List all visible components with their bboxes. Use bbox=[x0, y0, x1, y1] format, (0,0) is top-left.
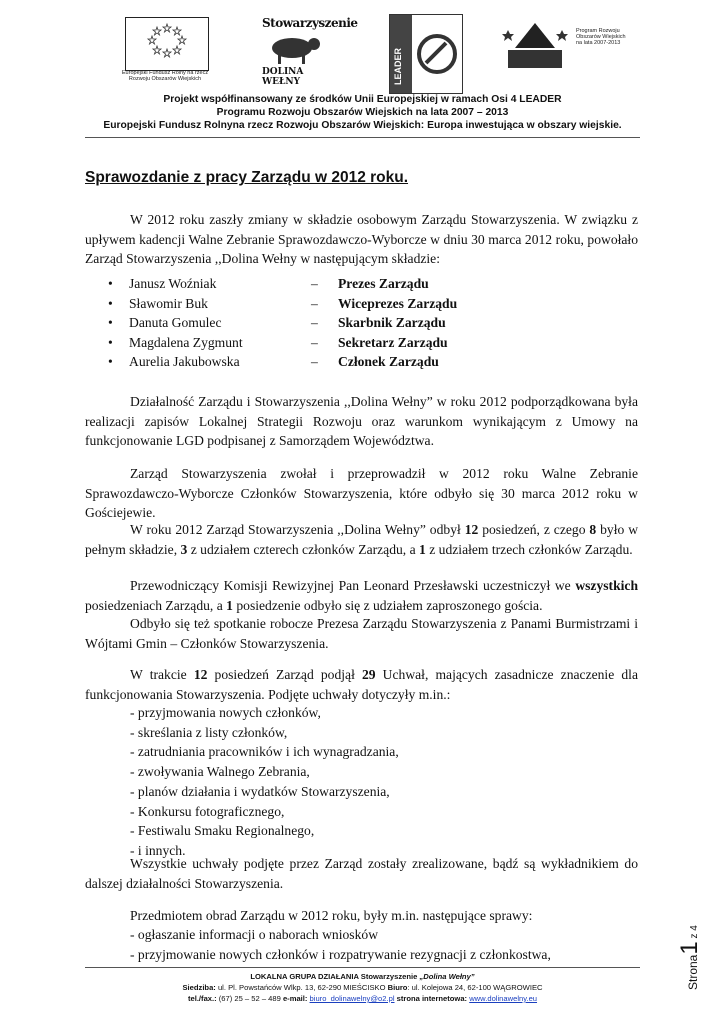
bullet: • bbox=[108, 354, 113, 370]
list-item: - zatrudniania pracowników i ich wynagradzania, bbox=[130, 744, 399, 760]
realization-paragraph: Wszystkie uchwały podjęte przez Zarząd zostały zrealizowane, bądź są wykładnikiem do dalszej działalności Stowarzyszenia. bbox=[85, 856, 638, 891]
general-meeting-paragraph: Zarząd Stowarzyszenia zwołał i przeprowadził w 2012 roku Walne Zebranie Sprawozdawczo-Wyborcze Członków Stowarzyszenia, które odbyło się 30 marca 2012 roku w Gościejewie. bbox=[85, 466, 638, 521]
dash: – bbox=[311, 276, 318, 291]
working-meeting-paragraph: Odbyło się też spotkanie robocze Prezesa Zarządu Stowarzyszenia z Panami Burmistrzami i Wójtami Gmin – Członków Stowarzyszenia. bbox=[85, 616, 638, 651]
member-role: Sekretarz Zarządu bbox=[338, 334, 448, 350]
website-link[interactable]: www.dolinawelny.eu bbox=[469, 994, 538, 1003]
dash: – bbox=[311, 295, 318, 311]
resolutions-list bbox=[130, 703, 399, 861]
leader-logo bbox=[389, 14, 463, 94]
list-item: - Konkursu fotograficznego, bbox=[130, 803, 285, 819]
footer-org-line: LOKALNA GRUPA DZIAŁANIA Stowarzyszenie „Dolina Wełny” bbox=[250, 972, 475, 981]
list-item bbox=[108, 335, 508, 355]
list-item: - Festiwalu Smaku Regionalnego, bbox=[130, 823, 315, 839]
activity-paragraph: Działalność Zarządu i Stowarzyszenia ,,Dolina Wełny” w roku 2012 podporządkowana była realizacji zapisów Lokalnej Strategii Rozwoju oraz warunkom wynikającym z Umowy na funkcjonowanie LGD podpisanej z Samorządem Województwa. bbox=[85, 394, 638, 449]
bullet: • bbox=[108, 276, 113, 291]
member-name: Aurelia Jakubowska bbox=[129, 354, 240, 370]
member-role: Skarbnik Zarządu bbox=[338, 315, 446, 331]
page-number: Strona1 z 4 bbox=[676, 925, 703, 990]
dash: – bbox=[311, 334, 318, 350]
logo-stowarzyszenie-text: Stowarzyszenie bbox=[262, 16, 358, 30]
member-role: Wiceprezes Zarządu bbox=[338, 295, 458, 311]
footer-contact-line: tel./fax.: (67) 25 – 52 – 489 e-mail: biuro_dolinawelny@o2.pl strona internetowa: www.dolinawelny.eu bbox=[187, 994, 538, 1003]
list-item bbox=[108, 354, 508, 374]
bullet: • bbox=[108, 334, 113, 350]
bullet: • bbox=[108, 295, 113, 311]
dash: – bbox=[311, 315, 318, 331]
topics-intro-paragraph: Przedmiotem obrad Zarządu w 2012 roku, były m.in. następujące sprawy: bbox=[130, 908, 533, 923]
member-name: Danuta Gomulec bbox=[129, 315, 222, 331]
leader-text: LEADER bbox=[393, 47, 403, 85]
logo-dolina-text: DOLINA WEŁNY bbox=[262, 67, 304, 87]
footer-divider bbox=[85, 967, 640, 968]
dash: – bbox=[311, 354, 318, 370]
prow-emblem-icon bbox=[500, 18, 570, 80]
list-item: - skreślania z listy członków, bbox=[130, 724, 288, 740]
list-item: - planów działania i wydatków Stowarzyszenia, bbox=[130, 783, 390, 799]
eu-flag-logo bbox=[125, 17, 209, 71]
bullet: • bbox=[108, 315, 113, 331]
topics-list bbox=[130, 925, 551, 964]
prow-logo bbox=[500, 18, 570, 80]
resolutions-paragraph: W trakcie 12 posiedzeń Zarząd podjął 29 Uchwał, mających zasadnicze znaczenie dla funkcjonowania Stowarzyszenia. Podjęte uchwały dotyczyły m.in.: bbox=[85, 667, 638, 702]
member-role: Członek Zarządu bbox=[338, 354, 439, 370]
member-name: Sławomir Buk bbox=[129, 295, 208, 311]
leader-emblem-icon bbox=[416, 33, 458, 75]
header-line-3: Europejski Fundusz Rolnyna rzecz Rozwoju Obszarów Wiejskich: Europa inwestująca w obszary wiejskie. bbox=[103, 120, 622, 131]
audit-commission-paragraph: Przewodniczący Komisji Rewizyjnej Pan Leonard Przesławski uczestniczył we wszystkich posiedzeniach Zarządu, a 1 posiedzenie odbyło się z udziałem zaproszonego gościa. bbox=[85, 578, 638, 613]
list-item: - przyjmowanie nowych członków i rozpatrywanie rezygnacji z członkostwa, bbox=[130, 946, 551, 962]
header-line-1: Projekt współfinansowany ze środków Unii Europejskiej w ramach Osi 4 LEADER bbox=[163, 94, 562, 105]
header-line-2: Programu Rozwoju Obszarów Wiejskich na lata 2007 – 2013 bbox=[216, 107, 509, 118]
list-item bbox=[108, 296, 508, 316]
list-item bbox=[108, 276, 508, 296]
eu-fund-caption: Europejski Fundusz Rolny na rzecz Rozwoju Obszarów Wiejskich bbox=[121, 70, 209, 82]
member-name: Magdalena Zygmunt bbox=[129, 334, 243, 350]
list-item: - zwoływania Walnego Zebrania, bbox=[130, 764, 310, 780]
intro-paragraph: W 2012 roku zaszły zmiany w składzie osobowym Zarządu Stowarzyszenia. W związku z upływem kadencji Walne Zebranie Sprawozdawczo-Wyborcze w dniu 30 marca 2012 roku, powołało Zarząd Stowarzyszenia ,,Dolina Wełny w następującym składzie: bbox=[85, 212, 638, 267]
board-members-list bbox=[108, 276, 508, 374]
document-title: Sprawozdanie z pracy Zarządu w 2012 roku. bbox=[85, 169, 409, 186]
list-item: - ogłaszanie informacji o naborach wniosków bbox=[130, 927, 379, 942]
member-name: Janusz Woźniak bbox=[129, 276, 217, 291]
list-item bbox=[108, 315, 508, 335]
footer-address-line: Siedziba: ul. Pl. Powstańców Wlkp. 13, 62-290 MIEŚCISKO Biuro: ul. Kolejowa 24, 62-100 WĄGROWIEC bbox=[182, 983, 543, 992]
member-role: Prezes Zarządu bbox=[338, 276, 429, 291]
sheep-silhouette-icon bbox=[262, 30, 334, 66]
list-item: - przyjmowania nowych członków, bbox=[130, 705, 321, 720]
eu-stars-icon bbox=[126, 18, 208, 70]
meetings-paragraph: W roku 2012 Zarząd Stowarzyszenia ,,Dolina Wełny” odbył 12 posiedzeń, z czego 8 było w pełnym składzie, 3 z udziałem czterech członków Zarządu, a 1 z udziałem trzech członków Zarządu. bbox=[85, 522, 639, 557]
header-divider bbox=[85, 137, 640, 138]
prow-caption: Program Rozwoju Obszarów Wiejskich na lata 2007-2013 bbox=[576, 28, 626, 46]
list-item: - i innych. bbox=[130, 842, 186, 858]
email-link[interactable]: biuro_dolinawelny@o2.pl bbox=[309, 994, 395, 1003]
dolina-welny-logo bbox=[262, 16, 358, 87]
